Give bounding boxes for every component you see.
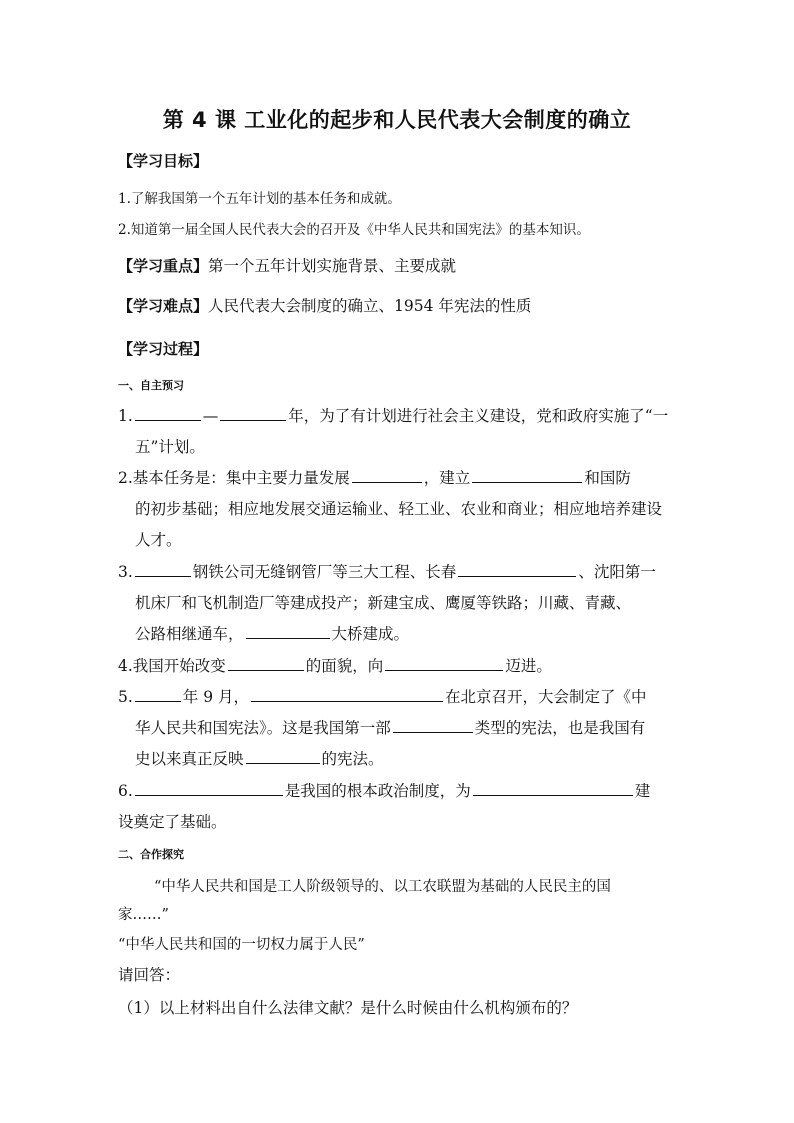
blank-field[interactable]: [228, 655, 304, 671]
question-2-line-1: 2.基本任务是：集中主要力量发展 ，建立 和国防: [118, 469, 631, 487]
blank-field[interactable]: [135, 561, 191, 577]
blank-field[interactable]: [472, 467, 582, 483]
question-6-line-1: 6. 是我国的根本政治制度，为 建: [118, 782, 651, 800]
blank-field[interactable]: [135, 405, 201, 421]
blank-field[interactable]: [246, 748, 320, 764]
question-3-line-1: 3. 钢铁公司无缝钢管厂等三大工程、长春 、沈阳第一: [118, 563, 656, 581]
question-3-line-3: 公路相继通车， 大桥建成。: [135, 625, 410, 643]
focus-text: 第一个五年计划实施背景、主要成就: [208, 257, 457, 275]
explore-question-1: （1）以上材料出自什么法律文献？是什么时候由什么机构颁布的？: [118, 999, 578, 1017]
explore-header: 二、合作探究: [118, 848, 184, 861]
question-1-line-1: 1. — 年，为了有计划进行社会主义建设，党和政府实施了“一: [118, 407, 669, 425]
question-5-line-1: 5. 年 9 月， 在北京召开，大会制定了《中: [118, 688, 647, 706]
quote-1-line-2: 家……”: [118, 907, 169, 923]
blank-field[interactable]: [246, 623, 330, 639]
blank-field[interactable]: [135, 686, 181, 702]
difficulty-label: 【学习难点】: [118, 297, 209, 315]
goal-item-2: 2.知道第一届全国人民代表大会的召开及《中华人民共和国宪法》的基本知识。: [118, 222, 590, 238]
blank-field[interactable]: [220, 405, 286, 421]
blank-field[interactable]: [473, 780, 633, 796]
blank-field[interactable]: [393, 717, 473, 733]
question-5-line-3: 史以来真正反映 的宪法。: [135, 750, 384, 768]
answer-prompt: 请回答：: [118, 966, 181, 984]
blank-field[interactable]: [385, 655, 503, 671]
goal-header: 【学习目标】: [118, 152, 209, 170]
question-6-line-2: 设奠定了基础。: [118, 813, 227, 831]
goal-item-1: 1.了解我国第一个五年计划的基本任务和成就。: [118, 191, 401, 207]
blank-field[interactable]: [352, 467, 422, 483]
page-title: 第 4 课 工业化的起步和人民代表大会制度的确立: [162, 108, 632, 132]
question-4-line-1: 4.我国开始改变 的面貌，向 迈进。: [118, 657, 552, 675]
difficulty-text: 人民代表大会制度的确立、1954 年宪法的性质: [208, 297, 532, 315]
blank-field[interactable]: [135, 780, 283, 796]
preview-header: 一、自主预习: [118, 379, 184, 392]
focus-label: 【学习重点】: [118, 257, 209, 275]
question-3-line-2: 机床厂和飞机制造厂等建成投产；新建宝成、鹰厦等铁路；川藏、青藏、: [135, 594, 632, 612]
question-5-line-2: 华人民共和国宪法》。这是我国第一部 类型的宪法，也是我国有: [135, 719, 646, 737]
blank-field[interactable]: [458, 561, 576, 577]
blank-field[interactable]: [251, 686, 443, 702]
difficulty-line: [118, 294, 531, 316]
question-1-line-2: 五”计划。: [135, 438, 205, 456]
quote-1-line-1: “中华人民共和国是工人阶级领导的、以工农联盟为基础的人民民主的国: [154, 879, 611, 895]
question-2-line-2: 的初步基础；相应地发展交通运输业、轻工业、农业和商业；相应地培养建设: [135, 500, 663, 518]
process-header: 【学习过程】: [118, 340, 209, 358]
focus-line: [118, 254, 456, 276]
quote-2: “中华人民共和国的一切权力属于人民”: [118, 937, 365, 953]
question-2-line-3: 人才。: [135, 531, 182, 549]
